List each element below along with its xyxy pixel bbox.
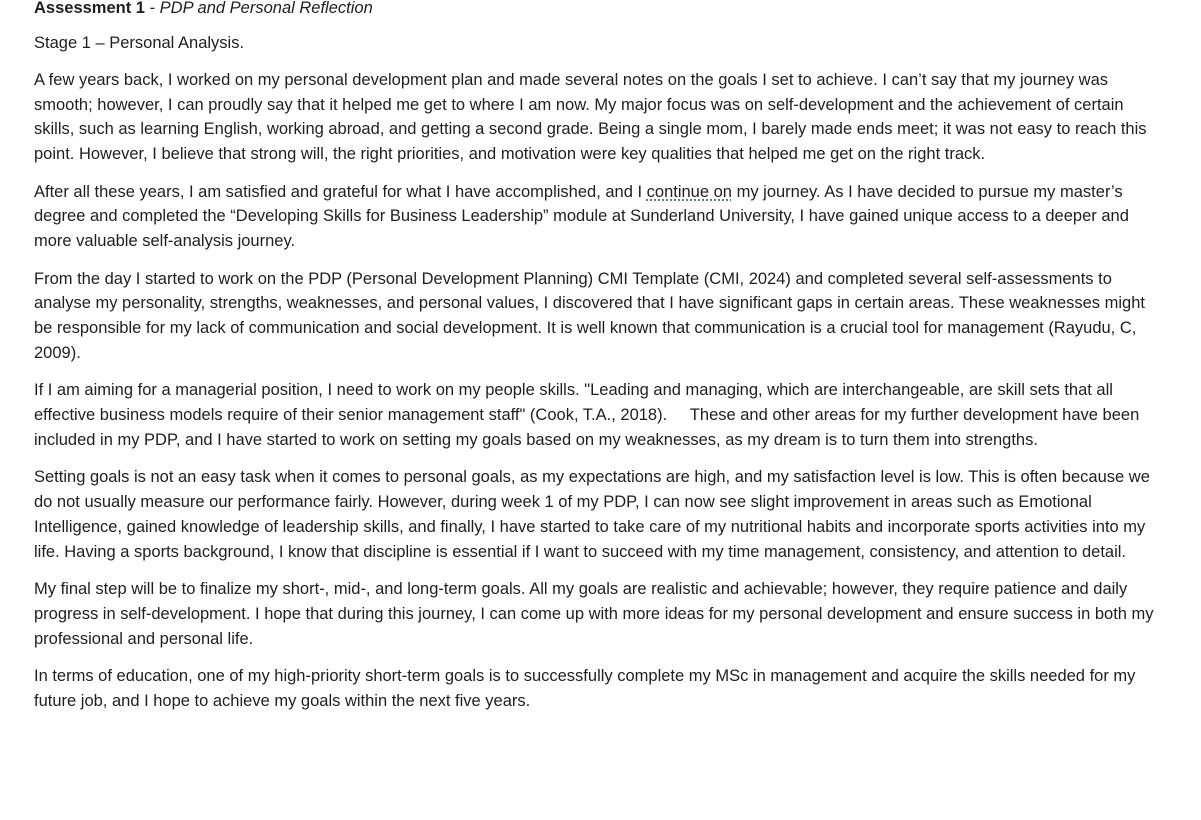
- paragraph-2: [34, 180, 1154, 254]
- assessment-heading: [34, 0, 1154, 20]
- paragraph-4: If I am aiming for a managerial position, I need to work on my people skills. "Leading and managing, which are interchangeable, are skill sets that all effective business models require of their senior management staff" (Cook, T.A., 2018). These and other areas for my further development have been included in my PDP, and I have started to work on setting my goals based on my weaknesses, as my dream is to turn them into strengths.: [34, 381, 1144, 449]
- document-body: [34, 0, 1154, 726]
- paragraph-2-before: After all these years, I am satisfied and grateful for what I have accomplished, and I: [34, 182, 647, 201]
- paragraph-5: Setting goals is not an easy task when it comes to personal goals, as my expectations are high, and my satisfaction level is low. This is often because we do not usually measure our performance fairly. However, during week 1 of my PDP, I can now see slight improvement in areas such as Emotional Intelligence, gained knowledge of leadership skills, and finally, I have started to take care of my nutritional habits and incorporate sports activities into my life. Having a sports background, I know that discipline is essential if I want to succeed with my time management, consistency, and attention to detail.: [34, 468, 1150, 561]
- paragraph-3: From the day I started to work on the PDP (Personal Development Planning) CMI Template (CMI, 2024) and completed several self-assessments to analyse my personality, strengths, weaknesses, and personal values, I discovered that I have significant gaps in certain areas. These weaknesses might be responsible for my lack of communication and social development. It is well known that communication is a crucial tool for management (Rayudu, C, 2009).: [34, 269, 1150, 362]
- heading-subtitle: PDP and Personal Reflection: [159, 0, 373, 17]
- heading-separator: -: [144, 0, 160, 17]
- grammar-suggestion[interactable]: continue on: [646, 182, 732, 201]
- heading-title: Assessment 1: [34, 0, 145, 17]
- stage-title: Stage 1 – Personal Analysis.: [34, 34, 245, 52]
- paragraph-7: In terms of education, one of my high-priority short-term goals is to successfully complete my MSc in management and acquire the skills needed for my future job, and I hope to achieve my goals within the next five years.: [34, 667, 1136, 710]
- paragraph-1: A few years back, I worked on my personal development plan and made several notes on the goals I set to achieve. I can’t say that my journey was smooth; however, I can proudly say that it helped me get to where I am now. My major focus was on self-development and the achievement of certain skills, such as learning English, working abroad, and getting a second grade. Being a single mom, I barely made ends meet; it was not easy to reach this point. However, I believe that strong will, the right priorities, and motivation were key qualities that helped me get on the right track.: [34, 70, 1147, 164]
- paragraph-2-after: my journey. As I have decided to pursue my master’s degree and completed the “Developing Skills for Business Leadership” module at Sunderland University, I have gained unique access to a deeper and more valuable self-analysis journey.: [34, 182, 1129, 251]
- paragraph-6: My final step will be to finalize my short-, mid-, and long-term goals. All my goals are realistic and achievable; however, they require patience and daily progress in self-development. I hope that during this journey, I can come up with more ideas for my personal development and ensure success in both my professional and personal life.: [34, 580, 1154, 648]
